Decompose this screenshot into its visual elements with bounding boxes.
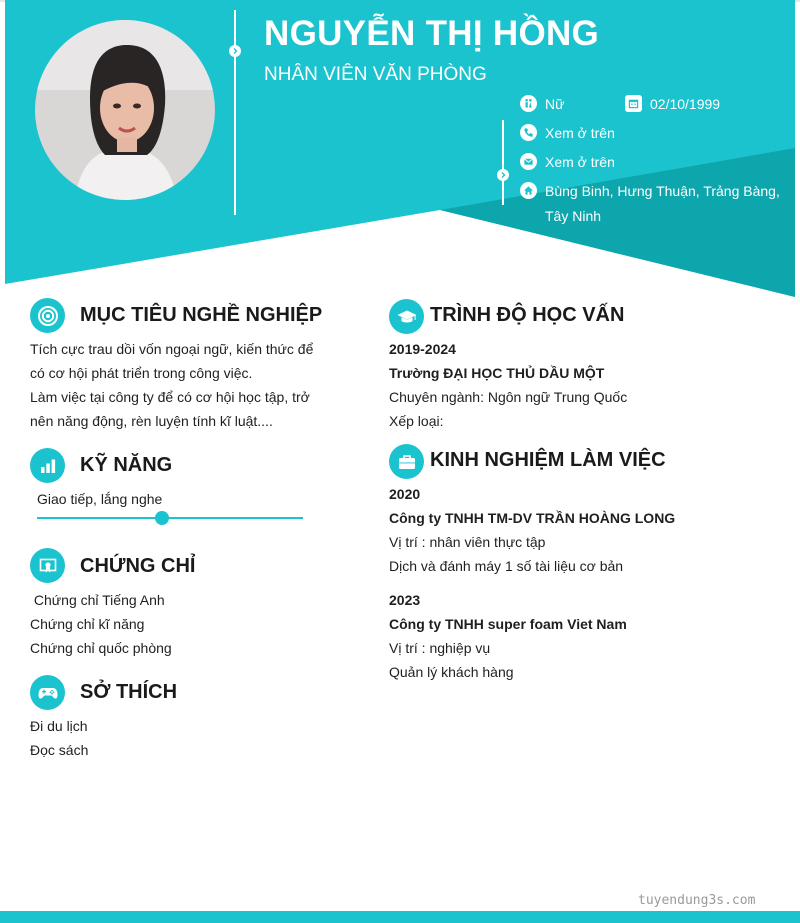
education-grade: Xếp loại: [389,413,444,429]
skill-name: Giao tiếp, lắng nghe [37,491,163,507]
certificate-item: Chứng chỉ quốc phòng [30,640,172,656]
hobby-item: Đọc sách [30,742,89,758]
certificate-item: Chứng chỉ Tiếng Anh [30,592,165,608]
objective-title: MỤC TIÊU NGHỀ NGHIỆP [80,304,323,326]
job-description: Quản lý khách hàng [389,664,514,680]
briefcase-icon [389,444,424,479]
graduation-cap-icon [389,299,424,334]
job-position: Vị trí : nghiệp vụ [389,640,491,656]
target-icon [30,298,65,333]
job-title: NHÂN VIÊN VĂN PHÒNG [264,64,487,85]
profile-photo [35,20,215,200]
job-year: 2023 [389,592,421,608]
skills-title: KỸ NĂNG [80,454,173,476]
skill-level-bar [37,517,303,519]
job-company: Công ty TNHH TM-DV TRẦN HOÀNG LONG [389,510,676,526]
contact-divider-line [502,120,504,205]
objective-line: Tích cực trau dồi vốn ngoại ngữ, kiến thức để [30,341,314,357]
candidate-name: NGUYỄN THỊ HỒNG [264,14,600,53]
job-year: 2020 [389,486,421,502]
hobbies-title: SỞ THÍCH [80,681,178,703]
calendar-icon [625,95,642,112]
experience-title: KINH NGHIỆM LÀM VIỆC [430,449,666,471]
job-position: Vị trí : nhân viên thực tập [389,534,546,550]
address-line-1: Bùng Binh, Hưng Thuận, Trảng Bàng, [545,183,780,199]
footer-bar [0,911,800,923]
gamepad-icon [30,675,65,710]
watermark: tuyendung3s.com [638,893,756,908]
gender-value: Nữ [545,96,565,112]
job-company: Công ty TNHH super foam Viet Nam [389,616,627,632]
objective-line: Làm việc tại công ty để có cơ hội học tập, trở [30,389,310,405]
birthdate-value: 02/10/1999 [650,96,721,112]
phone-value: Xem ở trên [545,125,615,141]
address-line-2: Tây Ninh [545,208,602,224]
objective-line: có cơ hội phát triển trong công việc. [30,365,253,381]
education-major: Chuyên ngành: Ngôn ngữ Trung Quốc [389,389,628,405]
education-title: TRÌNH ĐỘ HỌC VẤN [430,304,625,326]
bar-chart-icon [30,448,65,483]
chevron-right-icon [229,45,241,57]
chevron-right-icon [497,169,509,181]
skill-level-marker [155,511,169,525]
email-value: Xem ở trên [545,154,615,170]
certificate-icon [30,548,65,583]
envelope-icon [520,153,537,170]
header-divider-line [234,10,236,215]
gender-icon [520,95,537,112]
certificates-title: CHỨNG CHỈ [80,555,196,577]
hobby-item: Đi du lịch [30,718,88,734]
home-icon [520,182,537,199]
education-school: Trường ĐẠI HỌC THỦ DẦU MỘT [389,365,605,381]
education-period: 2019-2024 [389,341,456,357]
phone-icon [520,124,537,141]
job-description: Dịch và đánh máy 1 số tài liệu cơ bản [389,558,624,574]
objective-line: nên năng động, rèn luyện tính kĩ luật.... [30,413,273,429]
certificate-item: Chứng chỉ kĩ năng [30,616,145,632]
